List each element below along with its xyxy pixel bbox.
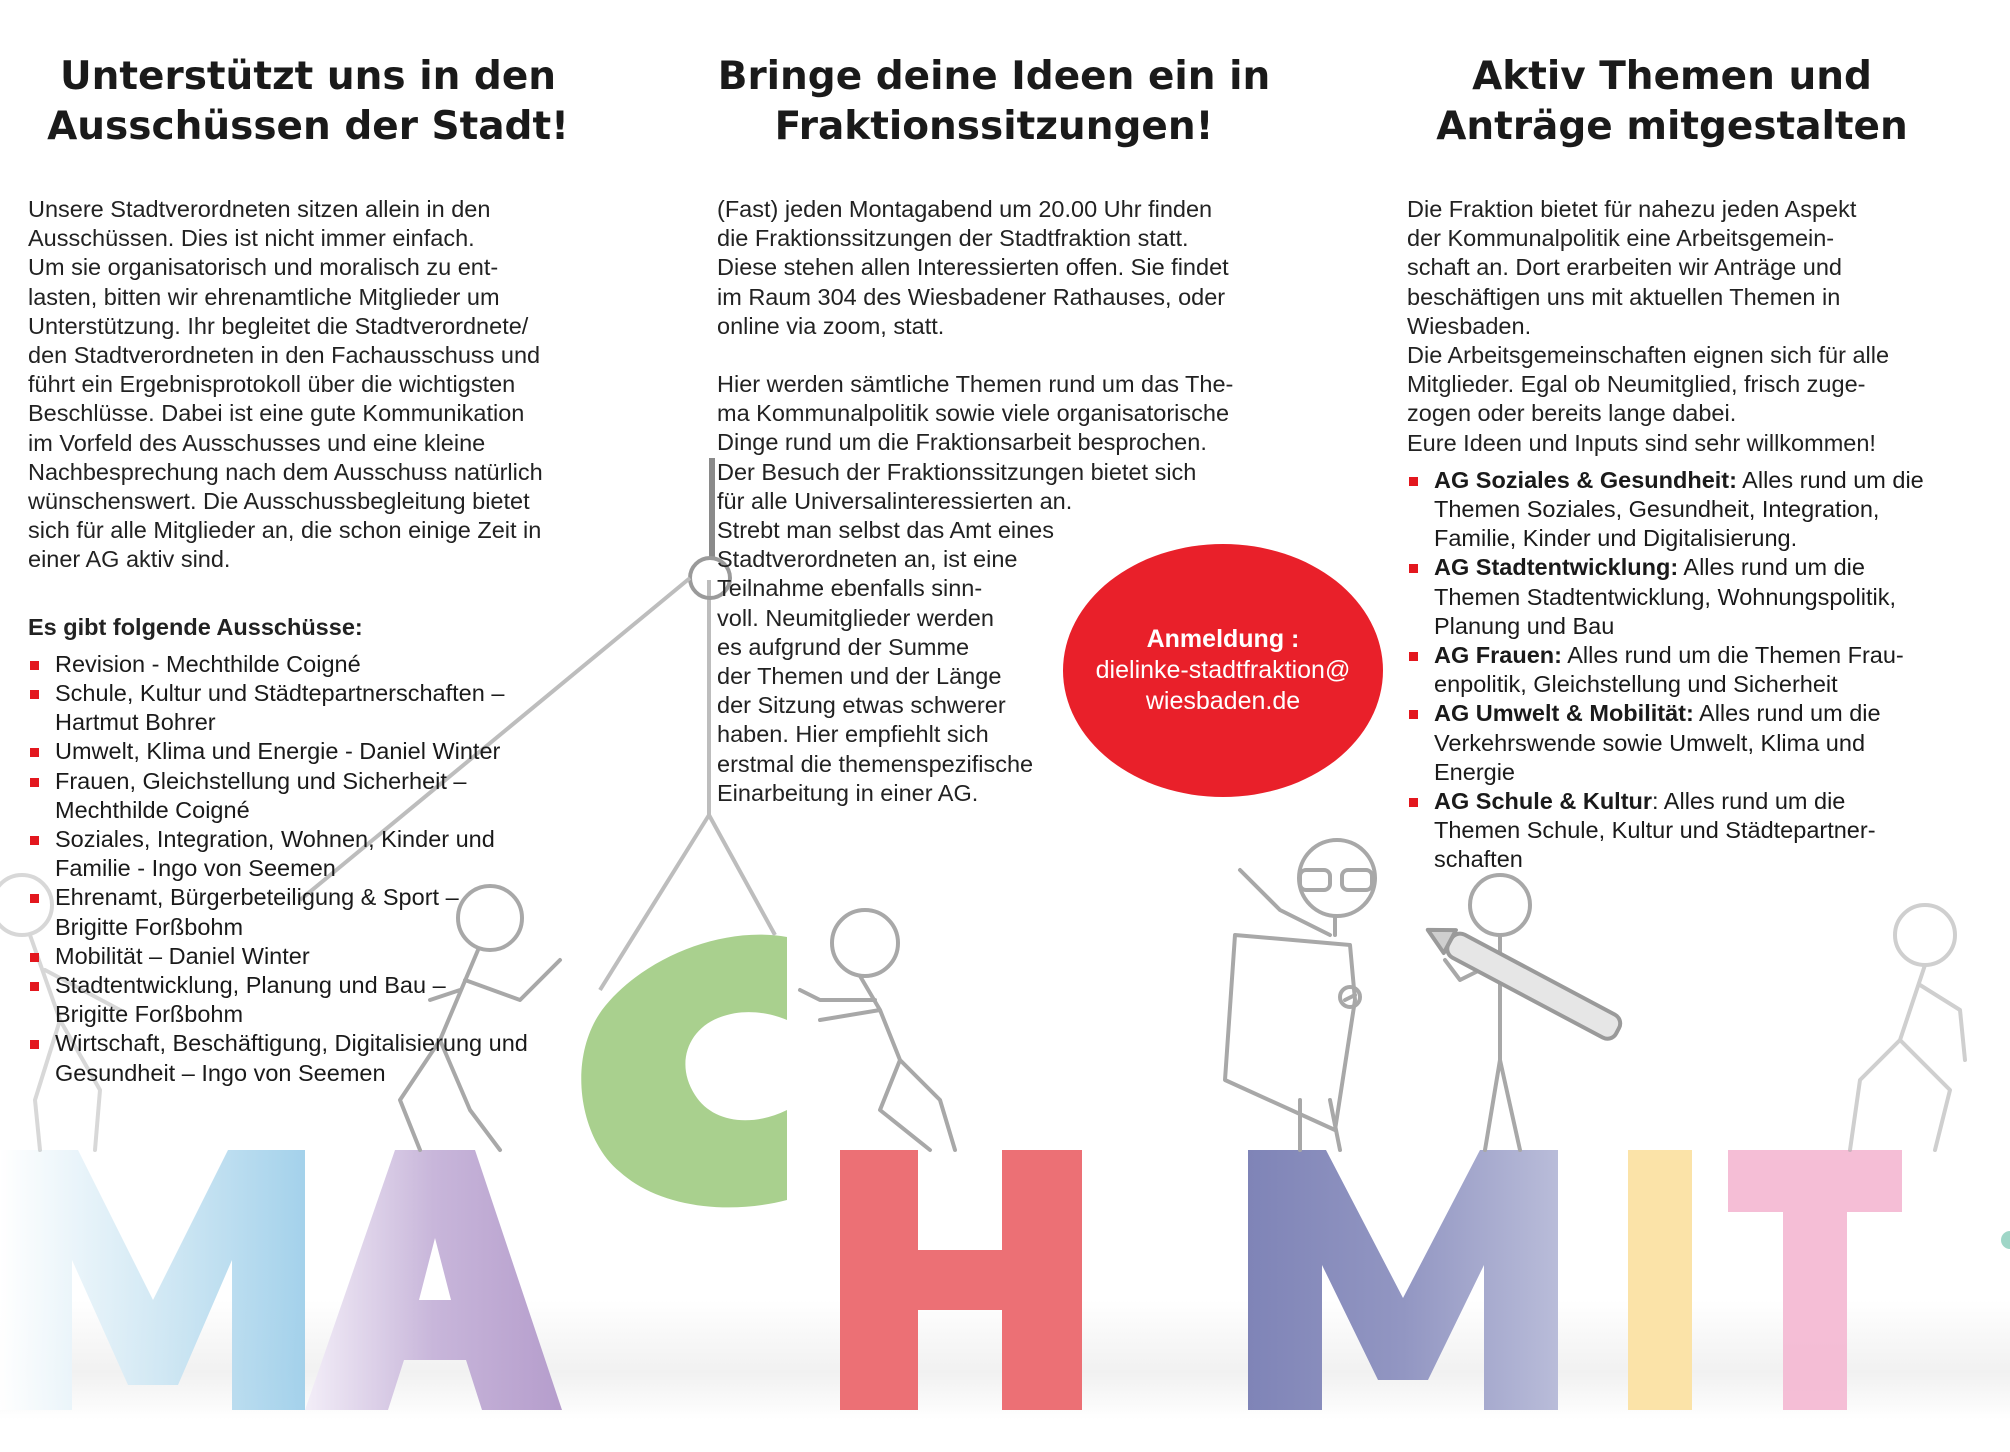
- edge-dot: [2001, 1231, 2010, 1249]
- committee-item: Mobilität – Daniel Winter: [28, 942, 588, 971]
- right-heading: Aktiv Themen und Anträge mitgestalten: [1436, 54, 1908, 149]
- working-group-name: AG Frauen:: [1434, 642, 1562, 669]
- working-group-item: [1407, 466, 1967, 554]
- working-group-name: AG Soziales & Gesundheit:: [1434, 466, 1737, 493]
- working-group-text: Alles rund um die Themen Stadtentwicklung, Wohnungspolitik, Planung und Bau: [1434, 554, 1896, 639]
- working-group-item: [1407, 787, 1967, 875]
- letter-i: [1628, 1150, 1692, 1410]
- signup-label: Anmeldung :: [1146, 625, 1300, 653]
- working-group-text: : Alles rund um die Themen Schule, Kultur und Städtepartner- schaften: [1434, 788, 1876, 873]
- committee-item: Schule, Kultur und Städtepartnerschaften – Hartmut Bohrer: [28, 679, 588, 737]
- working-group-text: Alles rund um die Verkehrswende sowie Umwelt, Klima und Energie: [1434, 700, 1881, 785]
- working-group-item: [1407, 699, 1967, 787]
- left-column: [28, 52, 588, 1088]
- committee-item: Ehrenamt, Bürgerbeteiligung & Sport – Brigitte Forßbohm: [28, 883, 588, 941]
- letter-c: [581, 935, 787, 1208]
- working-group-item: [1407, 641, 1967, 699]
- committee-item: Soziales, Integration, Wohnen, Kinder und Familie - Ingo von Seemen: [28, 825, 588, 883]
- letter-m-1: [0, 1150, 305, 1410]
- working-group-text: Alles rund um die Themen Soziales, Gesundheit, Integration, Familie, Kinder und Digitalisierung.: [1434, 466, 1924, 552]
- letter-m-2: [1248, 1150, 1558, 1410]
- signup-email-link[interactable]: dielinke-stadtfraktion@ wiesbaden.de: [1095, 656, 1351, 715]
- middle-para-1: (Fast) jeden Montagabend um 20.00 Uhr finden die Fraktionssitzungen der Stadtfraktion statt. Diese stehen allen Interessierten offen. Sie findet im Raum 304 des Wiesbadener Rathauses, oder online via zoom, statt.: [717, 196, 1229, 339]
- right-intro: Die Fraktion bietet für nahezu jeden Aspekt der Kommunalpolitik eine Arbeitsgemein- schaft an. Dort erarbeiten wir Anträge und beschäftigen uns mit aktuellen Themen in Wiesbaden. Die Arbeitsgemeinschaften eignen sich für alle Mitglieder. Egal ob Neumitglied, frisch zuge- zogen oder bereits lange dabei. Eure Ideen und Inputs sind sehr willkommen!: [1407, 196, 1890, 456]
- working-group-text: Alles rund um die Themen Frau- enpolitik, Gleichstellung und Sicherheit: [1434, 642, 1904, 698]
- committees-subheading: Es gibt folgende Ausschüsse:: [28, 613, 363, 640]
- middle-para-2: Hier werden sämtliche Themen rund um das The- ma Kommunalpolitik sowie viele organisatorische Dinge rund um die Fraktionsarbeit besprochen. Der Besuch der Fraktionssitzungen bietet sich für alle Universalinteressierten an. Strebt man selbst das Amt eines Stadtverordneten an, ist eine Teilnahme ebenfalls sinn- voll. Neumitglieder werden es aufgrund der Summe der Themen und der Länge der Sitzung etwas schwerer haben. Hier empfiehlt sich erstmal die themenspezifische Einarbeitung in einer AG.: [717, 371, 1234, 806]
- committee-list: [28, 650, 588, 1088]
- signup-circle: [1063, 544, 1383, 797]
- working-group-name: AG Umwelt & Mobilität:: [1434, 700, 1694, 727]
- committee-item: Frauen, Gleichstellung und Sicherheit – Mechthilde Coigné: [28, 767, 588, 825]
- committee-item: Stadtentwicklung, Planung und Bau – Brigitte Forßbohm: [28, 971, 588, 1029]
- left-heading: Unterstützt uns in den Ausschüssen der Stadt!: [47, 54, 569, 149]
- right-column: [1407, 52, 1967, 875]
- committee-item: Revision - Mechthilde Coigné: [28, 650, 588, 679]
- committee-item: Umwelt, Klima und Energie - Daniel Winter: [28, 737, 588, 766]
- working-group-name: AG Stadtentwicklung:: [1434, 554, 1679, 581]
- middle-heading: Bringe deine Ideen ein in Fraktionssitzungen!: [717, 54, 1271, 149]
- working-groups-list: [1407, 466, 1967, 875]
- working-group-name: AG Schule & Kultur: [1434, 788, 1653, 815]
- working-group-item: [1407, 553, 1967, 641]
- committee-item: Wirtschaft, Beschäftigung, Digitalisierung und Gesundheit – Ingo von Seemen: [28, 1029, 588, 1087]
- left-intro: Unsere Stadtverordneten sitzen allein in den Ausschüssen. Dies ist nicht immer einfach. Um sie organisatorisch und moralisch zu ent- lasten, bitten wir ehrenamtliche Mitglieder um Unterstützung. Ihr begleitet die Stadtverordnete/ den Stadtverordneten in den Fachausschuss und führt ein Ergebnisprotokoll über die wichtigsten Beschlüsse. Dabei ist eine gute Kommunikation im Vorfeld des Ausschusses und eine kleine Nachbesprechung nach dem Ausschuss natürlich wünschenswert. Die Ausschussbegleitung bietet sich für alle Mitglieder an, die schon einige Zeit in einer AG aktiv sind.: [28, 196, 543, 573]
